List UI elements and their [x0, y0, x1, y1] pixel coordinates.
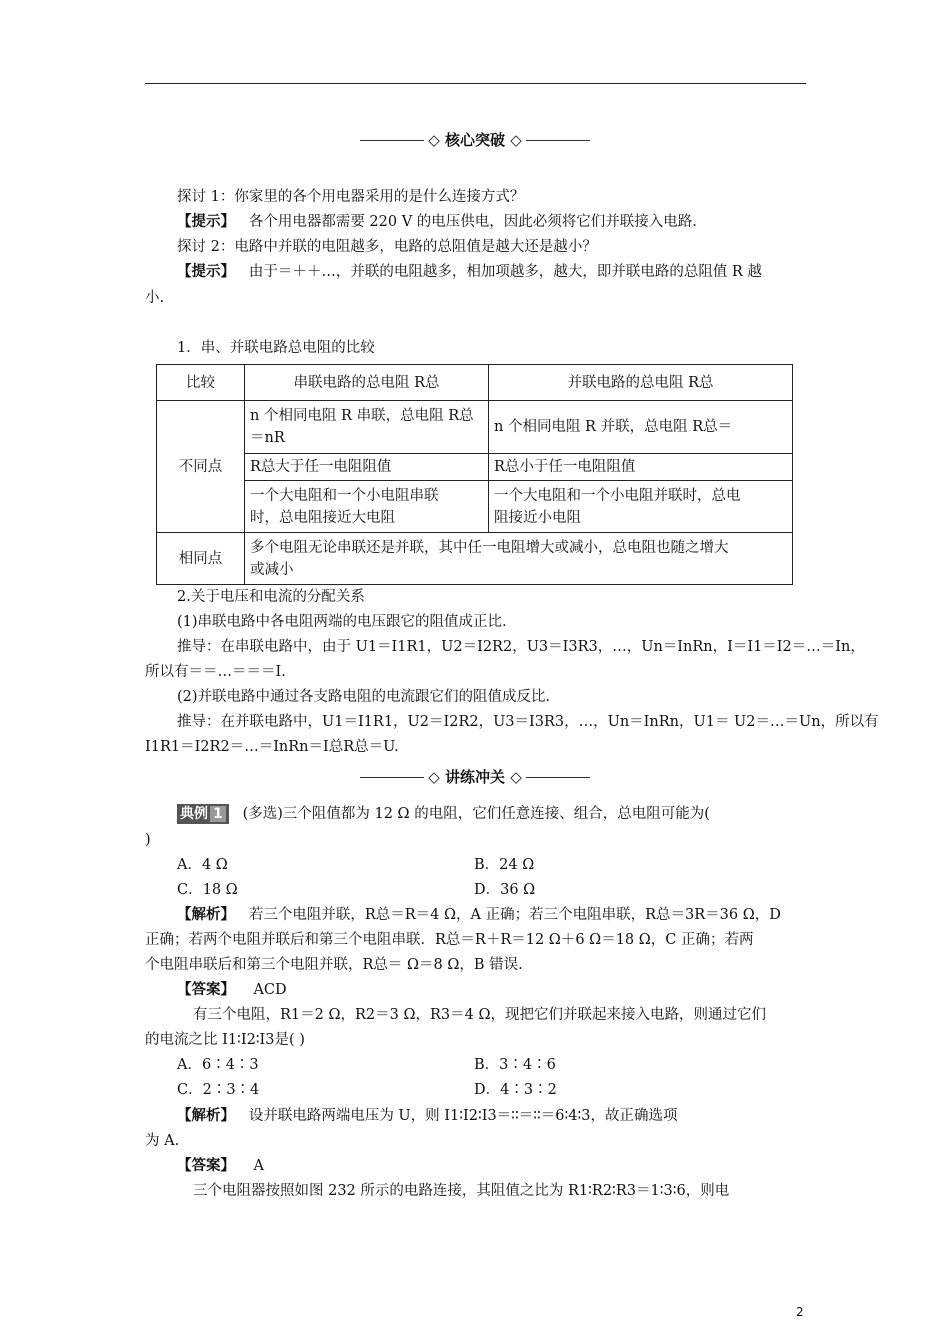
example-1-analysis: 【解析】 若三个电阻并联，R总＝R＝4 Ω，A 正确；若三个电阻串联，R总＝3R＝36 Ω，D — [177, 906, 781, 923]
header-rule — [145, 83, 806, 84]
item-2-title: 2.关于电压和电流的分配关系 — [177, 589, 365, 605]
example-1-analysis-cont: 正确；若两个电阻并联后和第三个电阻串联．R总＝R＋R＝12 Ω＋6 Ω＝18 Ω，C 正确；若两 — [145, 932, 754, 948]
item-2-p2: (2)并联电路中通过各支路电阻的电流跟它们的阻值成反比. — [177, 689, 551, 705]
section-title: 核心突破 — [444, 131, 505, 149]
row-label-differences: 不同点 — [157, 401, 245, 533]
example-2-analysis-cont: 为 A. — [145, 1133, 180, 1149]
option-c: C．2∶3∶4 — [177, 1082, 260, 1098]
table-cell: n 个相同电阻 R 并联，总电阻 R总＝ — [489, 401, 793, 454]
item-2-p1-derivation-cont: 所以有＝＝…＝＝＝I. — [145, 664, 286, 680]
comparison-table — [156, 364, 793, 585]
table-cell: R总小于任一电阻阻值 — [489, 454, 793, 481]
option-c: C．18 Ω — [177, 882, 238, 898]
item-1-title: 1．串、并联电路总电阻的比较 — [177, 340, 375, 356]
example-3-stem: 三个电阻器按照如图 232 所示的电路连接，其阻值之比为 R1∶R2∶R3＝1∶3∶6，则电 — [193, 1183, 730, 1199]
table-cell: n 个相同电阻 R 串联，总电阻 R总 ＝nR — [245, 401, 489, 454]
table-cell: 一个大电阻和一个小电阻并联时，总电 阻接近小电阻 — [489, 481, 793, 533]
example-2-analysis: 【解析】 设并联电路两端电压为 U，则 I1∶I2∶I3＝∶∶＝∶∶＝6∶4∶3，故正确选项 — [177, 1107, 678, 1124]
table-cell: 多个电阻无论串联还是并联，其中任一电阻增大或减小，总电阻也随之增大 或减小 — [245, 533, 793, 585]
section-heading-practice: ◇ 讲练冲关 ◇ — [0, 766, 950, 787]
item-2-p2-derivation-cont: I1R1＝I2R2＝…＝InRn＝I总R总＝U. — [145, 739, 399, 755]
hint-2-cont: 小. — [145, 290, 165, 306]
example-1-answer: 【答案】 ACD — [177, 981, 287, 998]
option-a: A．6∶4∶3 — [177, 1057, 259, 1073]
table-header-parallel: 并联电路的总电阻 R总 — [489, 365, 793, 401]
option-b: B．3∶4∶6 — [474, 1057, 556, 1073]
option-d: D．36 Ω — [474, 882, 536, 898]
option-d: D．4∶3∶2 — [474, 1082, 557, 1098]
table-cell: R总大于任一电阻阻值 — [245, 454, 489, 481]
example-2-stem: 有三个电阻，R1＝2 Ω，R2＝3 Ω，R3＝4 Ω，现把它们并联起来接入电路，则通过它们 — [193, 1007, 766, 1023]
section-title: 讲练冲关 — [444, 768, 505, 786]
item-2-p2-derivation: 推导：在并联电路中，U1＝I1R1，U2＝I2R2，U3＝I3R3，…，Un＝InRn，U1＝ U2＝…＝Un，所以有 — [177, 714, 879, 730]
example-1-stem-cont: ) — [145, 832, 151, 848]
discussion-1: 探讨 1：你家里的各个用电器采用的是什么连接方式？ — [177, 189, 525, 205]
item-2-p1: (1)串联电路中各电阻两端的电压跟它的阻值成正比. — [177, 614, 507, 630]
hint-1: 【提示】 各个用电器都需要 220 V 的电压供电，因此必须将它们并联接入电路. — [177, 213, 697, 230]
option-a: A．4 Ω — [177, 857, 228, 873]
page-number: 2 — [796, 1305, 804, 1319]
row-label-similarities: 相同点 — [157, 533, 245, 585]
table-header-series: 串联电路的总电阻 R总 — [245, 365, 489, 401]
item-2-p1-derivation: 推导：在串联电路中，由于 U1＝I1R1，U2＝I2R2，U3＝I3R3，…，Un＝InRn，I＝I1＝I2＝…＝In， — [177, 639, 865, 655]
section-heading-core: ◇ 核心突破 ◇ — [0, 129, 950, 150]
example-2-answer: 【答案】 A — [177, 1157, 264, 1174]
table-header-compare: 比较 — [157, 365, 245, 401]
example-1-stem: 典例 1 (多选)三个阻值都为 12 Ω 的电阻，它们任意连接、组合，总电阻可能为( — [177, 804, 710, 824]
discussion-2: 探讨 2：电路中并联的电阻越多，电路的总阻值是越大还是越小？ — [177, 239, 597, 255]
example-1-analysis-cont: 个电阻串联后和第三个电阻并联，R总＝ Ω＝8 Ω，B 错误. — [145, 957, 523, 973]
table-cell: 一个大电阻和一个小电阻串联 时，总电阻接近大电阻 — [245, 481, 489, 533]
example-badge: 典例 1 — [177, 804, 229, 824]
hint-2: 【提示】 由于＝＋＋…，并联的电阻越多，相加项越多，越大，即并联电路的总阻值 R 越 — [177, 263, 762, 280]
example-2-stem-cont: 的电流之比 I1∶I2∶I3是( ) — [145, 1032, 305, 1048]
option-b: B．24 Ω — [474, 857, 535, 873]
